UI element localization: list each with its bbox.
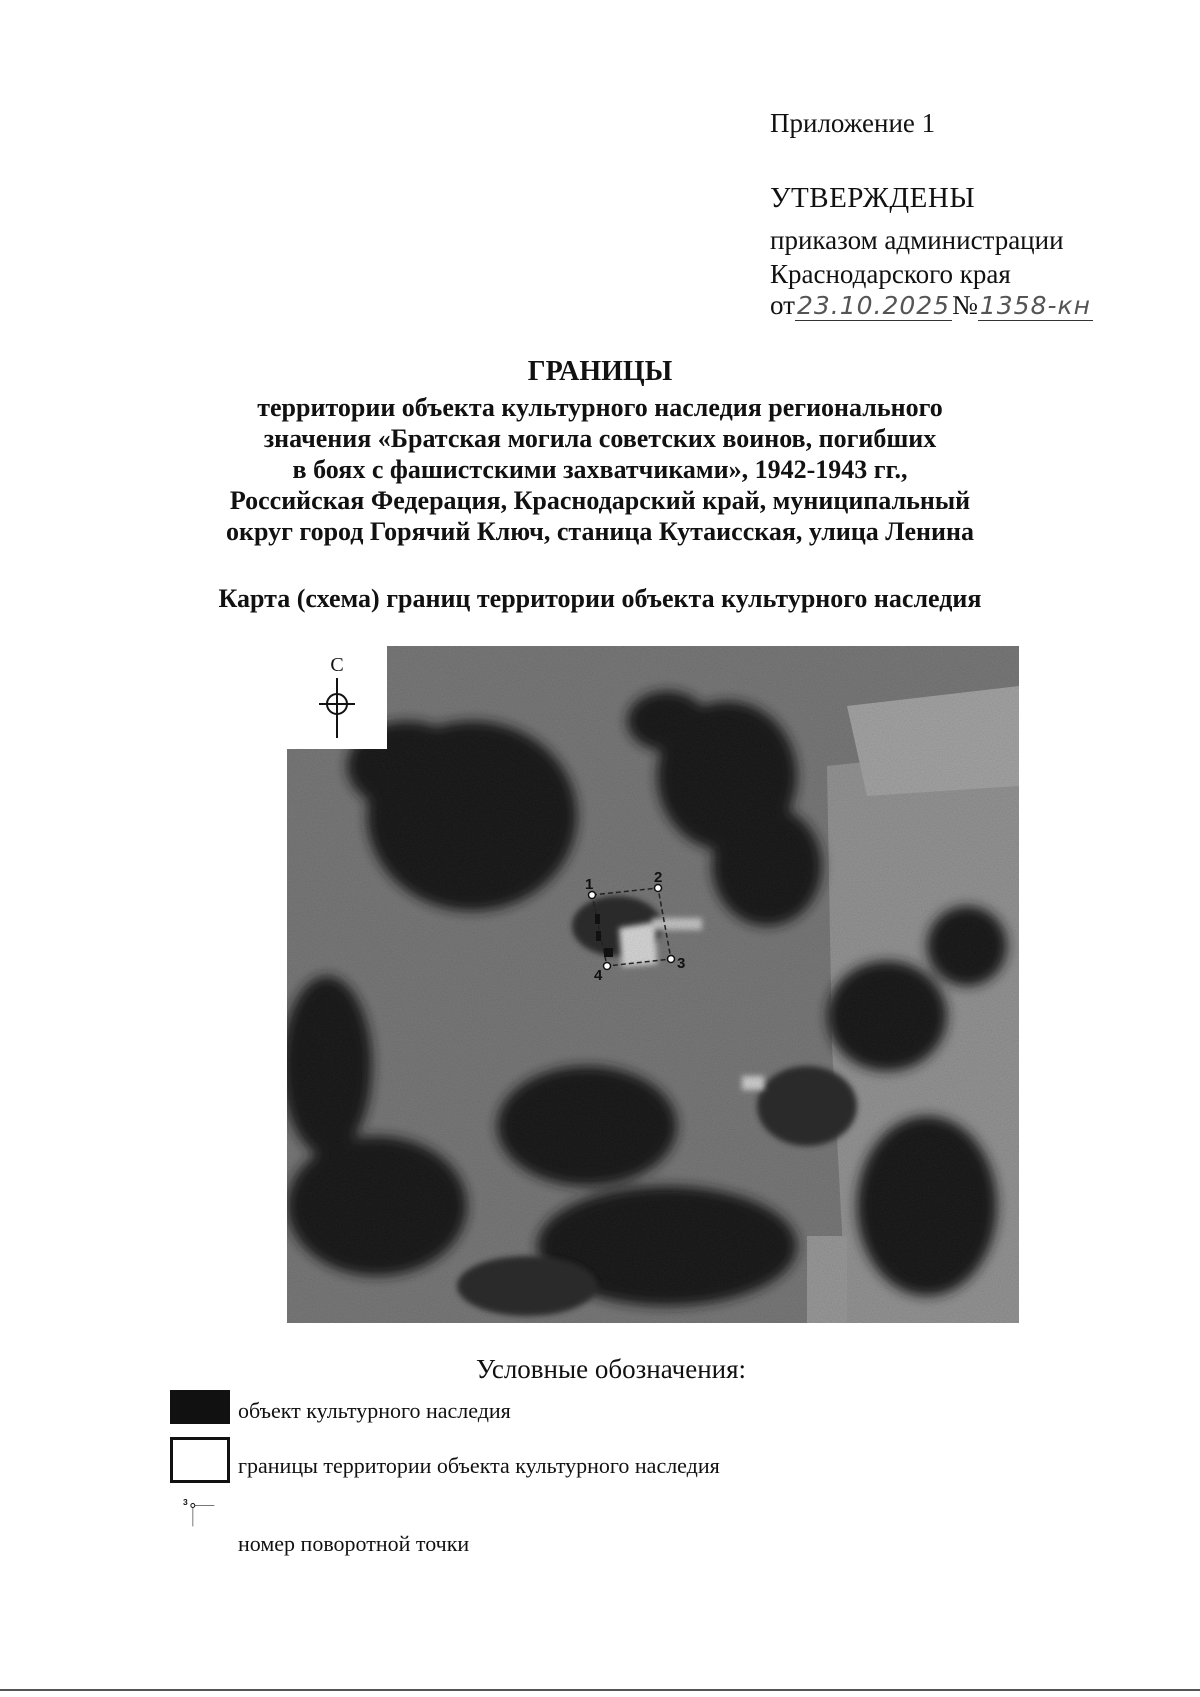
subtitle-line: значения «Братская могила советских воинов, погибших — [263, 424, 937, 453]
legend-label: объект культурного наследия — [238, 1398, 511, 1423]
turning-point-3 — [668, 956, 675, 963]
order-number: 1358-кн — [979, 291, 1091, 320]
order-line-2: Краснодарского края — [770, 259, 1011, 289]
legend-title: Условные обозначения: — [475, 1354, 747, 1384]
subtitle-line: территории объекта культурного наследия регионального — [257, 393, 943, 422]
legend-item — [170, 1437, 970, 1485]
order-date-line — [770, 290, 1093, 321]
turning-point-icon — [170, 1497, 230, 1531]
legend-swatch-filled — [170, 1390, 230, 1424]
appendix-label: Приложение 1 — [770, 108, 936, 138]
heritage-object — [604, 948, 613, 957]
legend-item — [170, 1390, 870, 1430]
subtitle-line: округ город Горячий Ключ, станица Кутаисская, улица Ленина — [226, 517, 974, 546]
date-prefix: от — [770, 290, 795, 320]
number-sign: № — [952, 290, 978, 320]
page-bottom-rule — [0, 1689, 1200, 1691]
subtitle-line: в боях с фашистскими захватчиками», 1942-1943 гг., — [292, 455, 908, 484]
legend-swatch-outline — [170, 1437, 230, 1483]
legend-label: номер поворотной точки — [238, 1531, 470, 1556]
approved-heading: УТВЕРЖДЕНЫ — [770, 182, 976, 214]
north-label: С — [330, 654, 344, 676]
document-subtitle — [150, 392, 1050, 547]
order-date: 23.10.2025 — [796, 291, 951, 320]
turning-point-4 — [604, 963, 611, 970]
order-line-1: приказом администрации — [770, 225, 1064, 255]
point-label: 4 — [594, 967, 603, 984]
document-title: ГРАНИЦЫ — [527, 356, 673, 387]
map-caption: Карта (схема) границ территории объекта культурного наследия — [218, 584, 982, 613]
legend-point-label: 3 — [183, 1497, 188, 1507]
point-label: 2 — [654, 869, 663, 886]
point-label: 3 — [677, 955, 686, 972]
legend-item — [170, 1497, 870, 1557]
legend-label: границы территории объекта культурного наследия — [238, 1453, 720, 1478]
aerial-map — [287, 646, 1019, 1323]
subtitle-line: Российская Федерация, Краснодарский край, муниципальный — [229, 486, 971, 515]
point-label: 1 — [585, 876, 594, 893]
aerial-photo — [287, 646, 1019, 1323]
